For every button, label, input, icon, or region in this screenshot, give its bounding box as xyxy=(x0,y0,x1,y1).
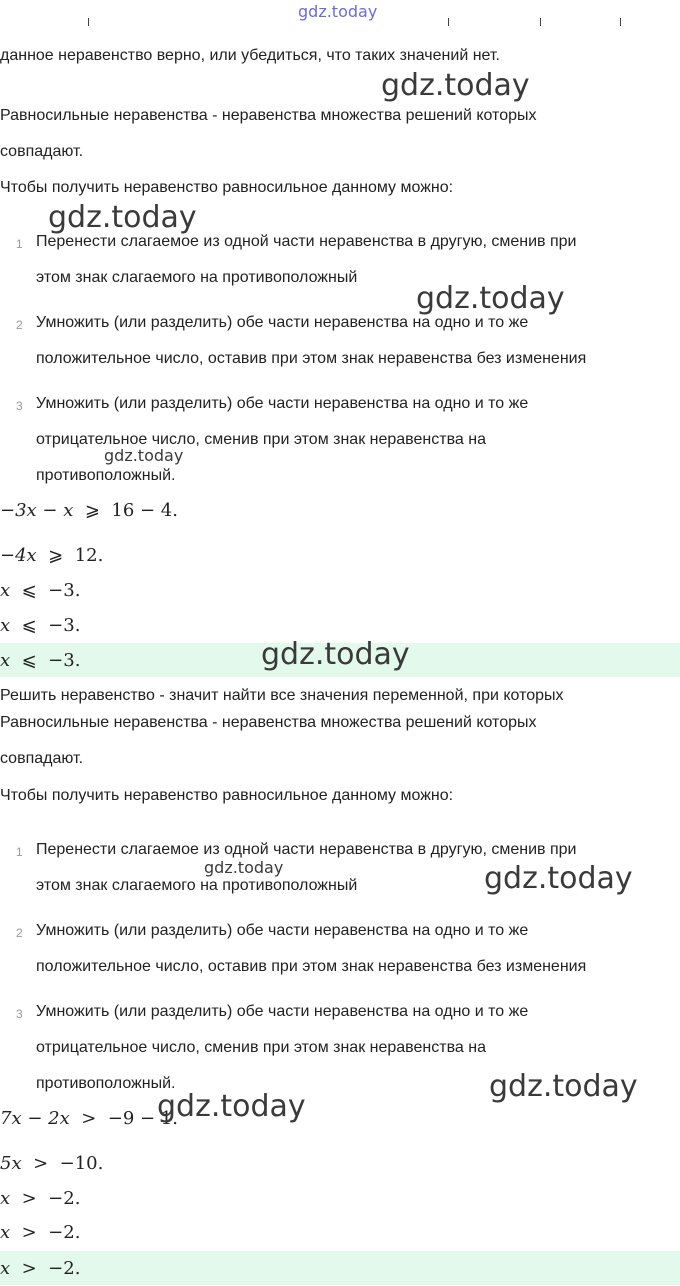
list-item-text: Перенести слагаемое из одной части неравенства в другую, сменив при xyxy=(36,233,577,250)
math-step: x ⩽ −3. xyxy=(0,580,81,601)
list-item-text: отрицательное число, сменив при этом знак неравенства на xyxy=(36,431,486,448)
cutoff-mark xyxy=(620,18,621,26)
list-item-text: противоположный. xyxy=(36,467,176,484)
watermark: gdz.today xyxy=(298,2,378,21)
how-to-text: Чтобы получить неравенство равносильное данному можно: xyxy=(0,787,454,804)
cutoff-mark xyxy=(540,18,541,26)
list-item-text: Умножить (или разделить) обе части неравенства на одно и то же xyxy=(36,314,529,331)
list-item-number: 2 xyxy=(16,318,23,332)
watermark: gdz.today xyxy=(381,68,530,103)
watermark: gdz.today xyxy=(48,200,197,235)
watermark: gdz.today xyxy=(261,637,410,672)
list-item-number: 1 xyxy=(16,845,23,859)
intro-text: данное неравенство верно, или убедиться, что таких значений нет. xyxy=(0,47,500,64)
list-item-text: Перенести слагаемое из одной части неравенства в другую, сменив при xyxy=(36,841,577,858)
math-step: x > −2. xyxy=(0,1222,81,1243)
math-step: 5x > −10. xyxy=(0,1153,104,1174)
list-item-number: 3 xyxy=(16,399,23,413)
cutoff-mark xyxy=(88,18,89,26)
watermark: gdz.today xyxy=(484,861,633,896)
math-step: x > −2. xyxy=(0,1188,81,1209)
list-item-text: этом знак слагаемого на противоположный xyxy=(36,877,358,894)
definition-line: совпадают. xyxy=(0,750,84,767)
list-item-text: этом знак слагаемого на противоположный xyxy=(36,269,358,286)
list-item-number: 1 xyxy=(16,237,23,251)
watermark: gdz.today xyxy=(204,858,284,877)
list-item-number: 2 xyxy=(16,926,23,940)
answer-highlight xyxy=(0,1251,680,1285)
list-item-text: Умножить (или разделить) обе части неравенства на одно и то же xyxy=(36,1003,529,1020)
math-step: −4x ⩾ 12. xyxy=(0,545,104,566)
definition-line: Равносильные неравенства - неравенства множества решений которых xyxy=(0,107,537,124)
watermark: gdz.today xyxy=(104,446,184,465)
watermark: gdz.today xyxy=(489,1069,638,1104)
answer: x ⩽ −3. xyxy=(0,650,81,671)
definition-line: Равносильные неравенства - неравенства множества решений которых xyxy=(0,714,537,731)
answer: x > −2. xyxy=(0,1258,81,1279)
intro-text: Решить неравенство - значит найти все значения переменной, при которых xyxy=(0,687,564,704)
list-item-number: 3 xyxy=(16,1007,23,1021)
list-item-text: отрицательное число, сменив при этом знак неравенства на xyxy=(36,1039,486,1056)
list-item-text: противоположный. xyxy=(36,1075,176,1092)
math-step: 7x − 2x > −9 − 1. xyxy=(0,1108,178,1129)
list-item-text: положительное число, оставив при этом знак неравенства без изменения xyxy=(36,350,587,367)
definition-line: совпадают. xyxy=(0,143,84,160)
math-step: x ⩽ −3. xyxy=(0,615,81,636)
watermark: gdz.today xyxy=(157,1089,306,1124)
how-to-text: Чтобы получить неравенство равносильное данному можно: xyxy=(0,179,454,196)
math-step: −3x − x ⩾ 16 − 4. xyxy=(0,500,178,521)
watermark: gdz.today xyxy=(416,281,565,316)
list-item-text: положительное число, оставив при этом знак неравенства без изменения xyxy=(36,958,587,975)
list-item-text: Умножить (или разделить) обе части неравенства на одно и то же xyxy=(36,922,529,939)
cutoff-mark xyxy=(448,18,449,26)
list-item-text: Умножить (или разделить) обе части неравенства на одно и то же xyxy=(36,395,529,412)
